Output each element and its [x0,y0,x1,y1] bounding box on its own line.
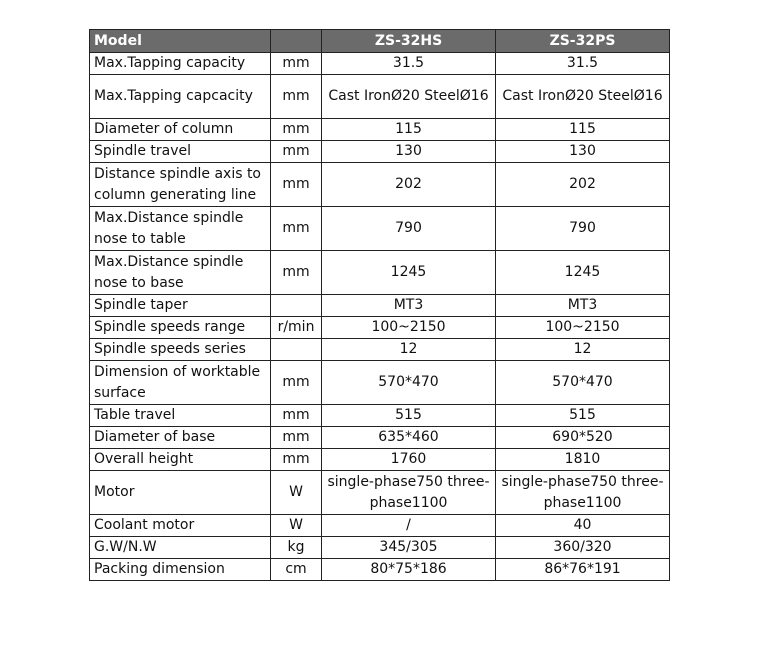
row-value-b: 31.5 [496,53,670,75]
table-row [90,163,670,207]
row-label: Spindle taper [90,295,271,317]
row-unit: W [271,471,322,515]
row-label: Max.Distance spindle nose to base [90,251,271,295]
row-label: Motor [90,471,271,515]
row-value-b: 1810 [496,449,670,471]
row-value-a: 80*75*186 [322,559,496,581]
row-value-a: MT3 [322,295,496,317]
row-unit: mm [271,75,322,119]
header-unit [271,30,322,53]
row-unit: mm [271,405,322,427]
table-row [90,559,670,581]
table-row [90,317,670,339]
row-value-a: 515 [322,405,496,427]
row-value-a: 31.5 [322,53,496,75]
row-value-b: 790 [496,207,670,251]
row-value-a: 1245 [322,251,496,295]
row-label: Diameter of column [90,119,271,141]
table-row [90,295,670,317]
row-unit [271,295,322,317]
row-value-b: MT3 [496,295,670,317]
row-label: Max.Tapping capcacity [90,75,271,119]
row-value-a: 12 [322,339,496,361]
row-label: Coolant motor [90,515,271,537]
row-unit: cm [271,559,322,581]
row-value-a: single-phase750 three-phase1100 [322,471,496,515]
row-label: Diameter of base [90,427,271,449]
row-unit: mm [271,53,322,75]
row-value-a: 1760 [322,449,496,471]
row-value-b: single-phase750 three-phase1100 [496,471,670,515]
row-value-a: 635*460 [322,427,496,449]
row-label: Spindle speeds series [90,339,271,361]
table-row [90,53,670,75]
row-unit: mm [271,141,322,163]
row-value-b: 40 [496,515,670,537]
table-row [90,471,670,515]
row-value-b: 360/320 [496,537,670,559]
table-row [90,449,670,471]
row-value-b: 100~2150 [496,317,670,339]
table-row [90,405,670,427]
row-value-a: 345/305 [322,537,496,559]
row-label: Distance spindle axis to column generating line [90,163,271,207]
row-unit: mm [271,163,322,207]
row-value-a: 790 [322,207,496,251]
row-value-b: 86*76*191 [496,559,670,581]
row-unit: r/min [271,317,322,339]
row-unit: mm [271,119,322,141]
row-value-b: 130 [496,141,670,163]
row-value-a: 115 [322,119,496,141]
row-value-b: 515 [496,405,670,427]
row-value-a: 570*470 [322,361,496,405]
table-row [90,537,670,559]
row-label: Table travel [90,405,271,427]
table-row [90,339,670,361]
row-label: Dimension of worktable surface [90,361,271,405]
table-row [90,141,670,163]
row-value-a: 130 [322,141,496,163]
row-unit: mm [271,361,322,405]
row-unit: mm [271,207,322,251]
header-model-a: ZS-32HS [322,30,496,53]
table-row [90,119,670,141]
row-unit [271,339,322,361]
row-value-b: 570*470 [496,361,670,405]
row-value-a: / [322,515,496,537]
row-label: Max.Tapping capacity [90,53,271,75]
row-value-b: Cast IronØ20 SteelØ16 [496,75,670,119]
table-row [90,361,670,405]
row-label: Spindle speeds range [90,317,271,339]
row-label: Packing dimension [90,559,271,581]
row-unit: mm [271,251,322,295]
table-row [90,515,670,537]
table-row [90,427,670,449]
header-label: Model [90,30,271,53]
row-unit: mm [271,427,322,449]
row-unit: kg [271,537,322,559]
row-value-a: Cast IronØ20 SteelØ16 [322,75,496,119]
spec-table [89,29,670,581]
row-unit: W [271,515,322,537]
row-value-a: 202 [322,163,496,207]
row-label: G.W/N.W [90,537,271,559]
row-value-a: 100~2150 [322,317,496,339]
row-label: Spindle travel [90,141,271,163]
row-value-b: 202 [496,163,670,207]
row-label: Overall height [90,449,271,471]
header-model-b: ZS-32PS [496,30,670,53]
row-value-b: 1245 [496,251,670,295]
row-value-b: 115 [496,119,670,141]
table-row [90,207,670,251]
table-row [90,251,670,295]
table-header-row [90,30,670,53]
row-value-b: 12 [496,339,670,361]
row-value-b: 690*520 [496,427,670,449]
row-label: Max.Distance spindle nose to table [90,207,271,251]
row-unit: mm [271,449,322,471]
table-row [90,75,670,119]
